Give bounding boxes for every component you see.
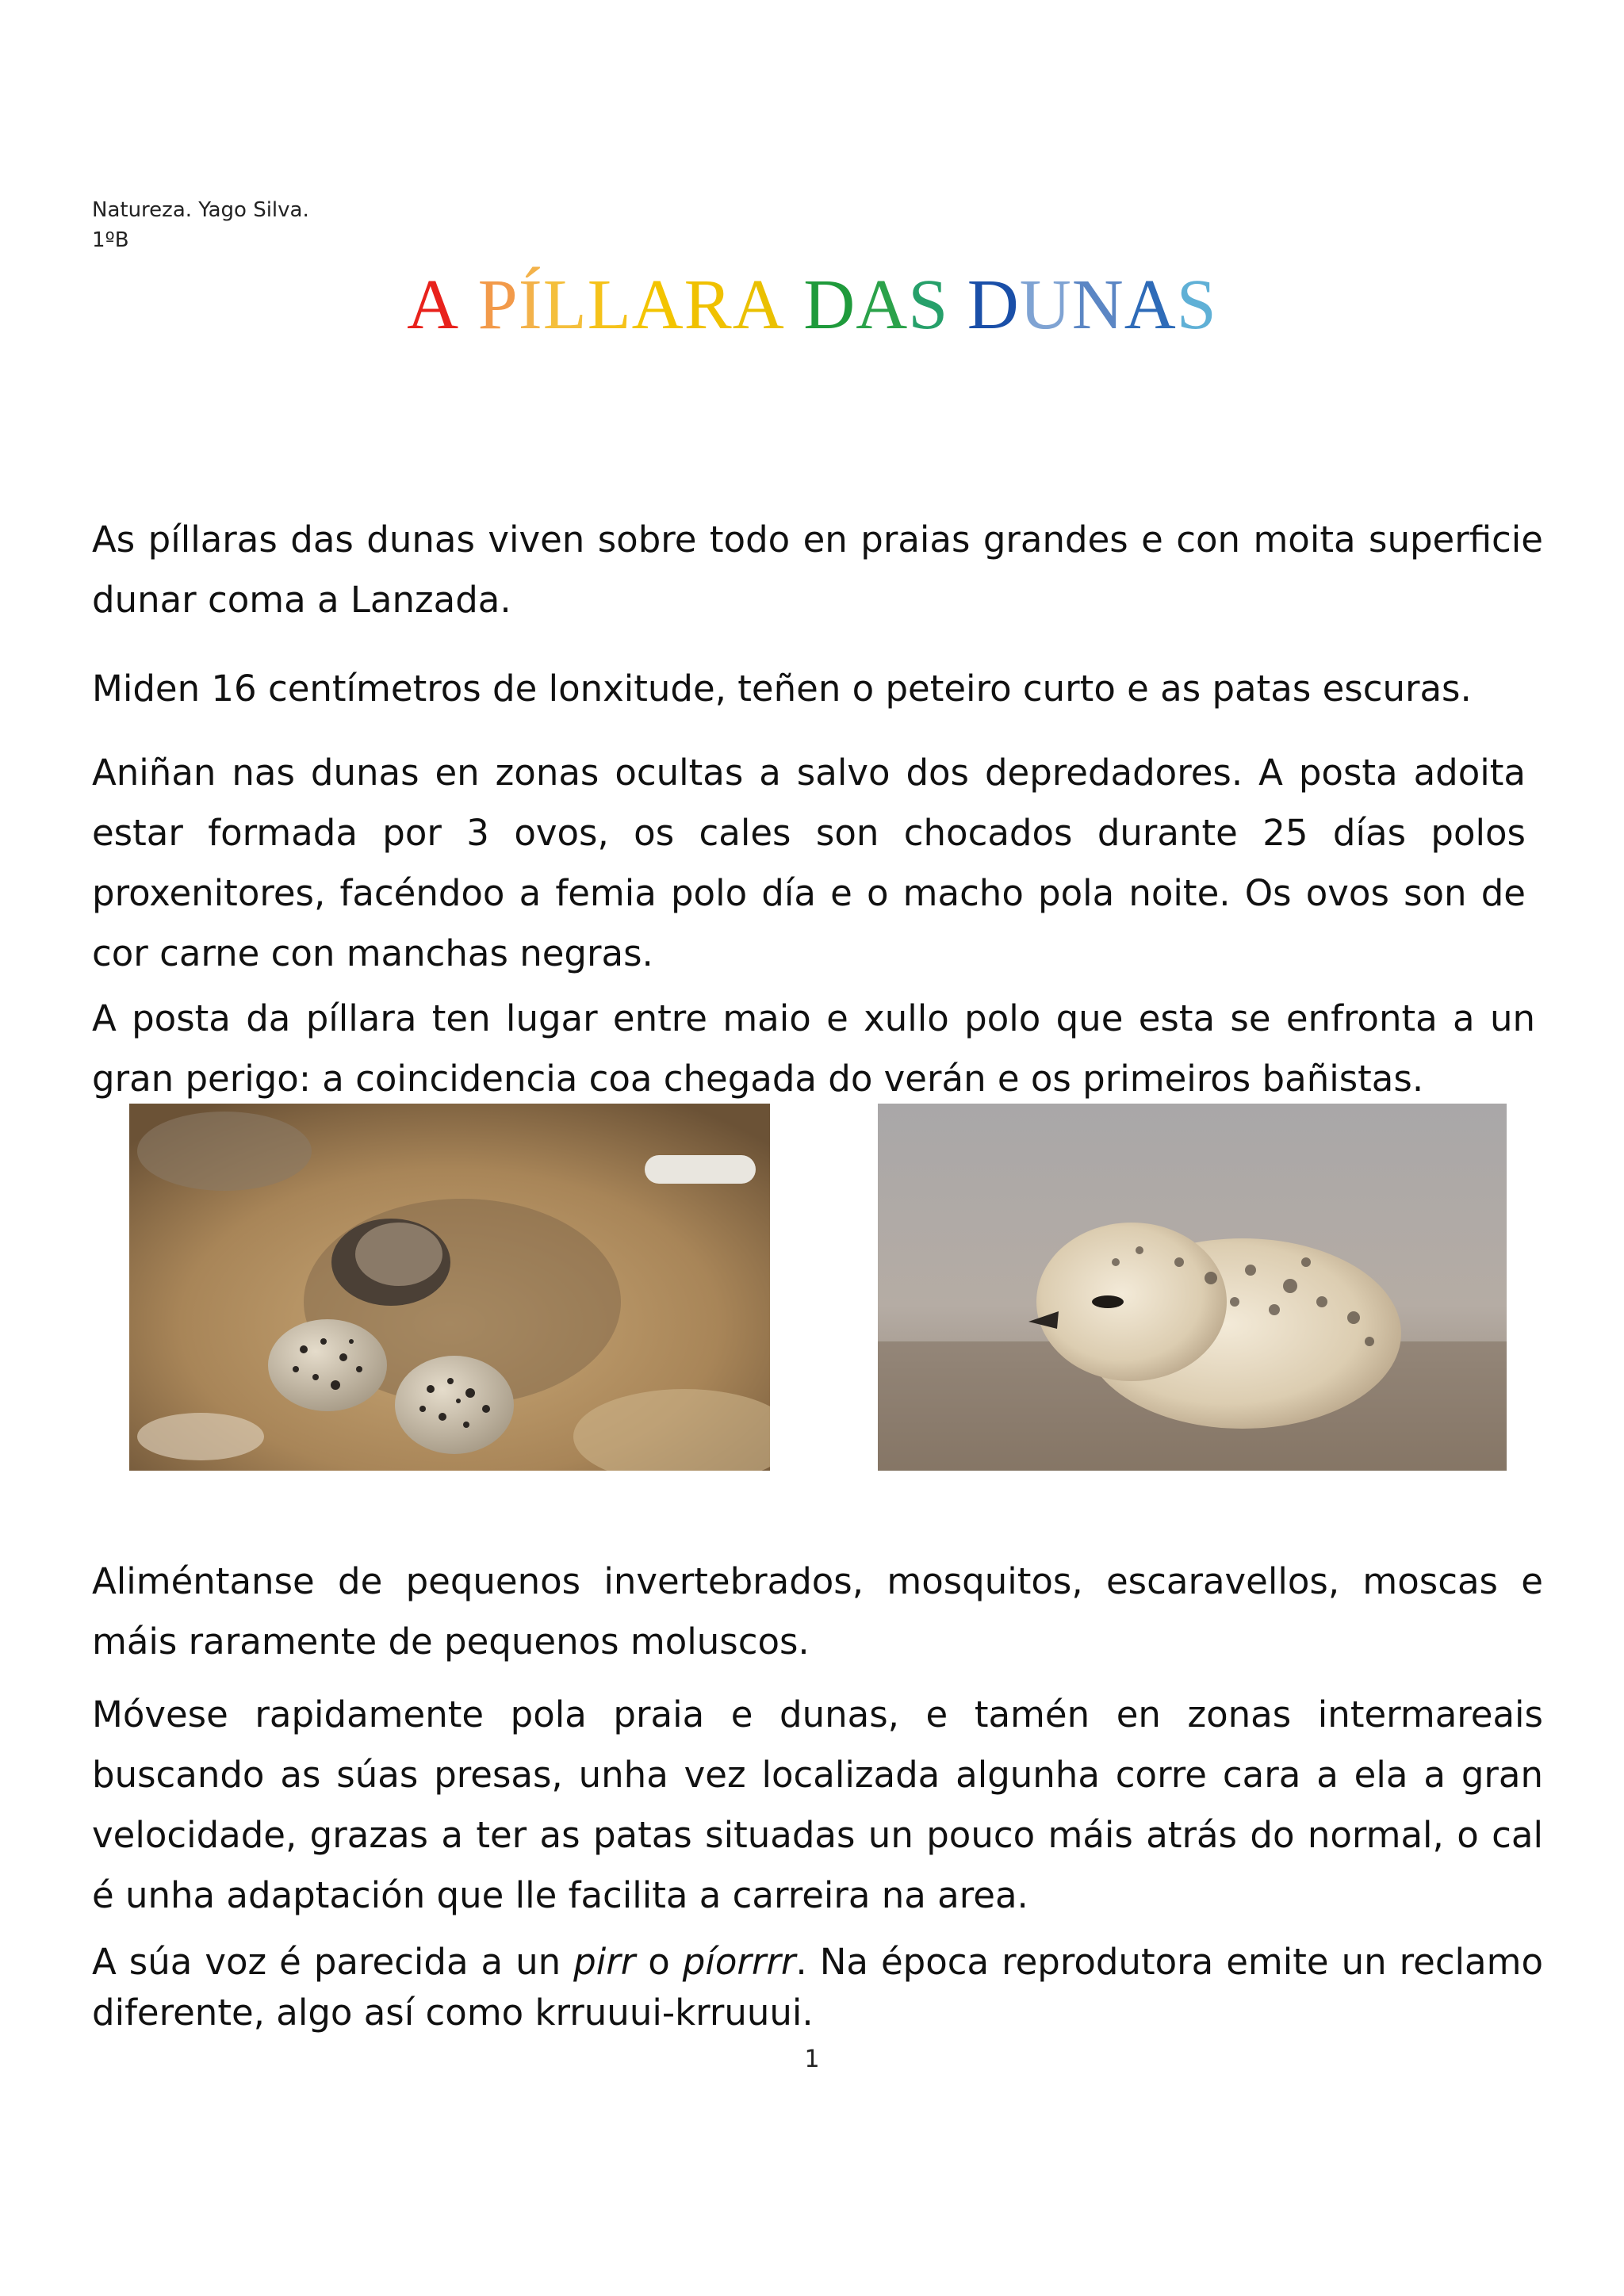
title-letter <box>459 266 478 344</box>
title-letter: R <box>684 266 733 344</box>
title-letter: S <box>1176 266 1217 344</box>
paragraph-size: Miden 16 centímetros de lonxitude, teñen o peteiro curto e as patas escuras. <box>92 668 1472 710</box>
voice-call-pirr: pirr <box>573 1941 636 1983</box>
title-letter: A <box>1124 266 1177 344</box>
voice-text-start: A súa voz é parecida a un <box>92 1941 574 1983</box>
title-letter <box>948 266 967 344</box>
paragraph-movement: Móvese rapidamente pola praia e dunas, e tamén en zonas intermareais buscando as súas presas, unha vez localizada algunha corre cara a ela a gran velocidade, grazas a ter as patas situadas un pouco máis atrás do normal, o cal é unha adaptación que lle facilita a carreira na area. <box>92 1693 1543 1916</box>
title-letter: L <box>587 266 632 344</box>
title-letter: A <box>631 266 684 344</box>
paragraph-diet: Aliméntanse de pequenos invertebrados, mosquitos, escaravellos, moscas e máis raramente de pequenos moluscos. <box>92 1560 1543 1663</box>
title-letter: U <box>1019 266 1072 344</box>
paragraph-nesting: Aniñan nas dunas en zonas ocultas a salvo dos depredadores. A posta adoita estar formada por 3 ovos, os cales son chocados durante 25 días polos proxenitores, facéndoo a femia polo día e o macho pola noite. Os ovos son de cor carne con manchas negras. <box>92 752 1526 974</box>
title-letter: P <box>477 266 519 344</box>
photo-chick <box>878 1104 1507 1471</box>
chick-image <box>878 1104 1507 1471</box>
document-title <box>0 262 1624 349</box>
page-number: 1 <box>804 2045 820 2073</box>
author-line: Natureza. Yago Silva. <box>92 198 309 222</box>
voice-call-piorrrr: píorrrr <box>682 1941 796 1983</box>
title-letter: N <box>1071 266 1124 344</box>
paragraph-voice <box>92 1937 1543 2038</box>
paragraph-habitat: As píllaras das dunas viven sobre todo en praias grandes e con moita superficie dunar coma a Lanzada. <box>92 519 1543 621</box>
eggs-nest-image <box>129 1104 770 1471</box>
document-header <box>92 195 309 255</box>
title-letter: D <box>967 266 1020 344</box>
title-letter: A <box>856 266 909 344</box>
title-letter: L <box>542 266 588 344</box>
title-letter: S <box>908 266 949 344</box>
paragraph-breeding-season: A posta da píllara ten lugar entre maio e xullo polo que esta se enfronta a un gran perigo: a coincidencia coa chegada do verán e os primeiros bañistas. <box>92 997 1535 1100</box>
title-letter: A <box>732 266 785 344</box>
title-letter: Í <box>518 266 543 344</box>
title-letter: D <box>803 266 856 344</box>
title-letter: A <box>407 266 460 344</box>
class-line: 1ºB <box>92 228 129 252</box>
title-letter <box>785 266 804 344</box>
photo-eggs-nest <box>129 1104 770 1471</box>
voice-text-mid: o <box>635 1941 683 1983</box>
voice-text-end: . Na época reprodutora emite un reclamo diferente, algo así como krruuui-krruuui. <box>92 1941 1544 2034</box>
